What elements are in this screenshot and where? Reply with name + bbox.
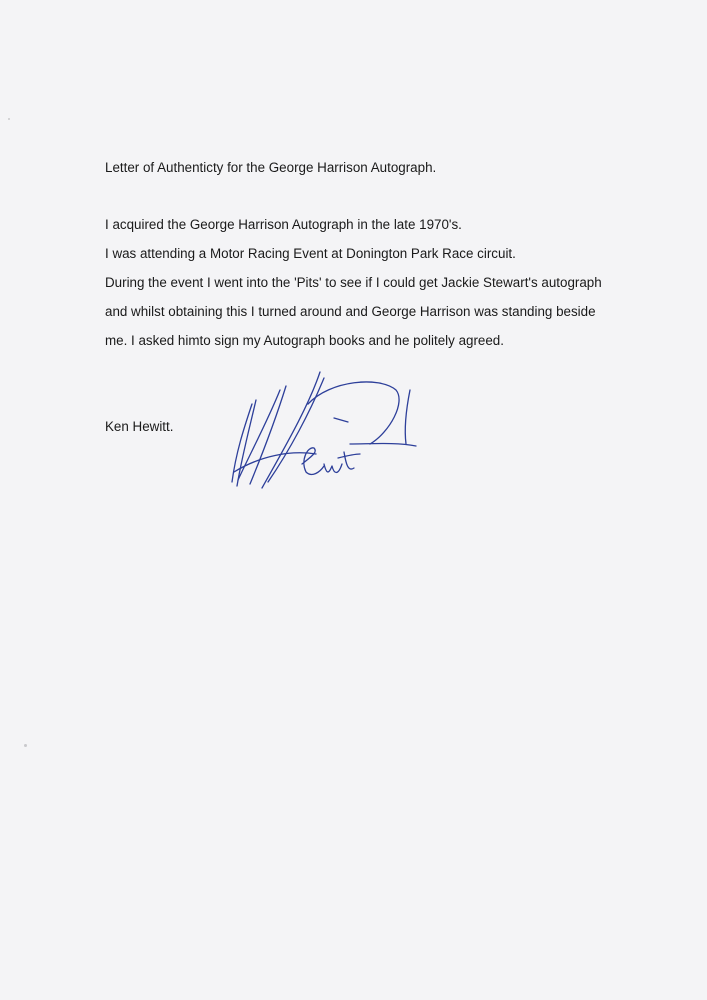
letter-title: Letter of Authenticty for the George Harrison Autograph. bbox=[105, 160, 437, 175]
body-line: I was attending a Motor Racing Event at Donington Park Race circuit. bbox=[105, 246, 516, 261]
body-line: me. I asked himto sign my Autograph books and he politely agreed. bbox=[105, 333, 504, 348]
body-line: During the event I went into the 'Pits' to see if I could get Jackie Stewart's autograph bbox=[105, 275, 602, 290]
handwritten-signature bbox=[220, 360, 430, 500]
body-line: I acquired the George Harrison Autograph in the late 1970's. bbox=[105, 217, 462, 232]
signer-name: Ken Hewitt. bbox=[105, 419, 174, 434]
paper-speck bbox=[8, 118, 10, 120]
body-line: and whilst obtaining this I turned around and George Harrison was standing beside bbox=[105, 304, 596, 319]
letter-body bbox=[105, 215, 602, 360]
paper-speck bbox=[24, 744, 27, 747]
